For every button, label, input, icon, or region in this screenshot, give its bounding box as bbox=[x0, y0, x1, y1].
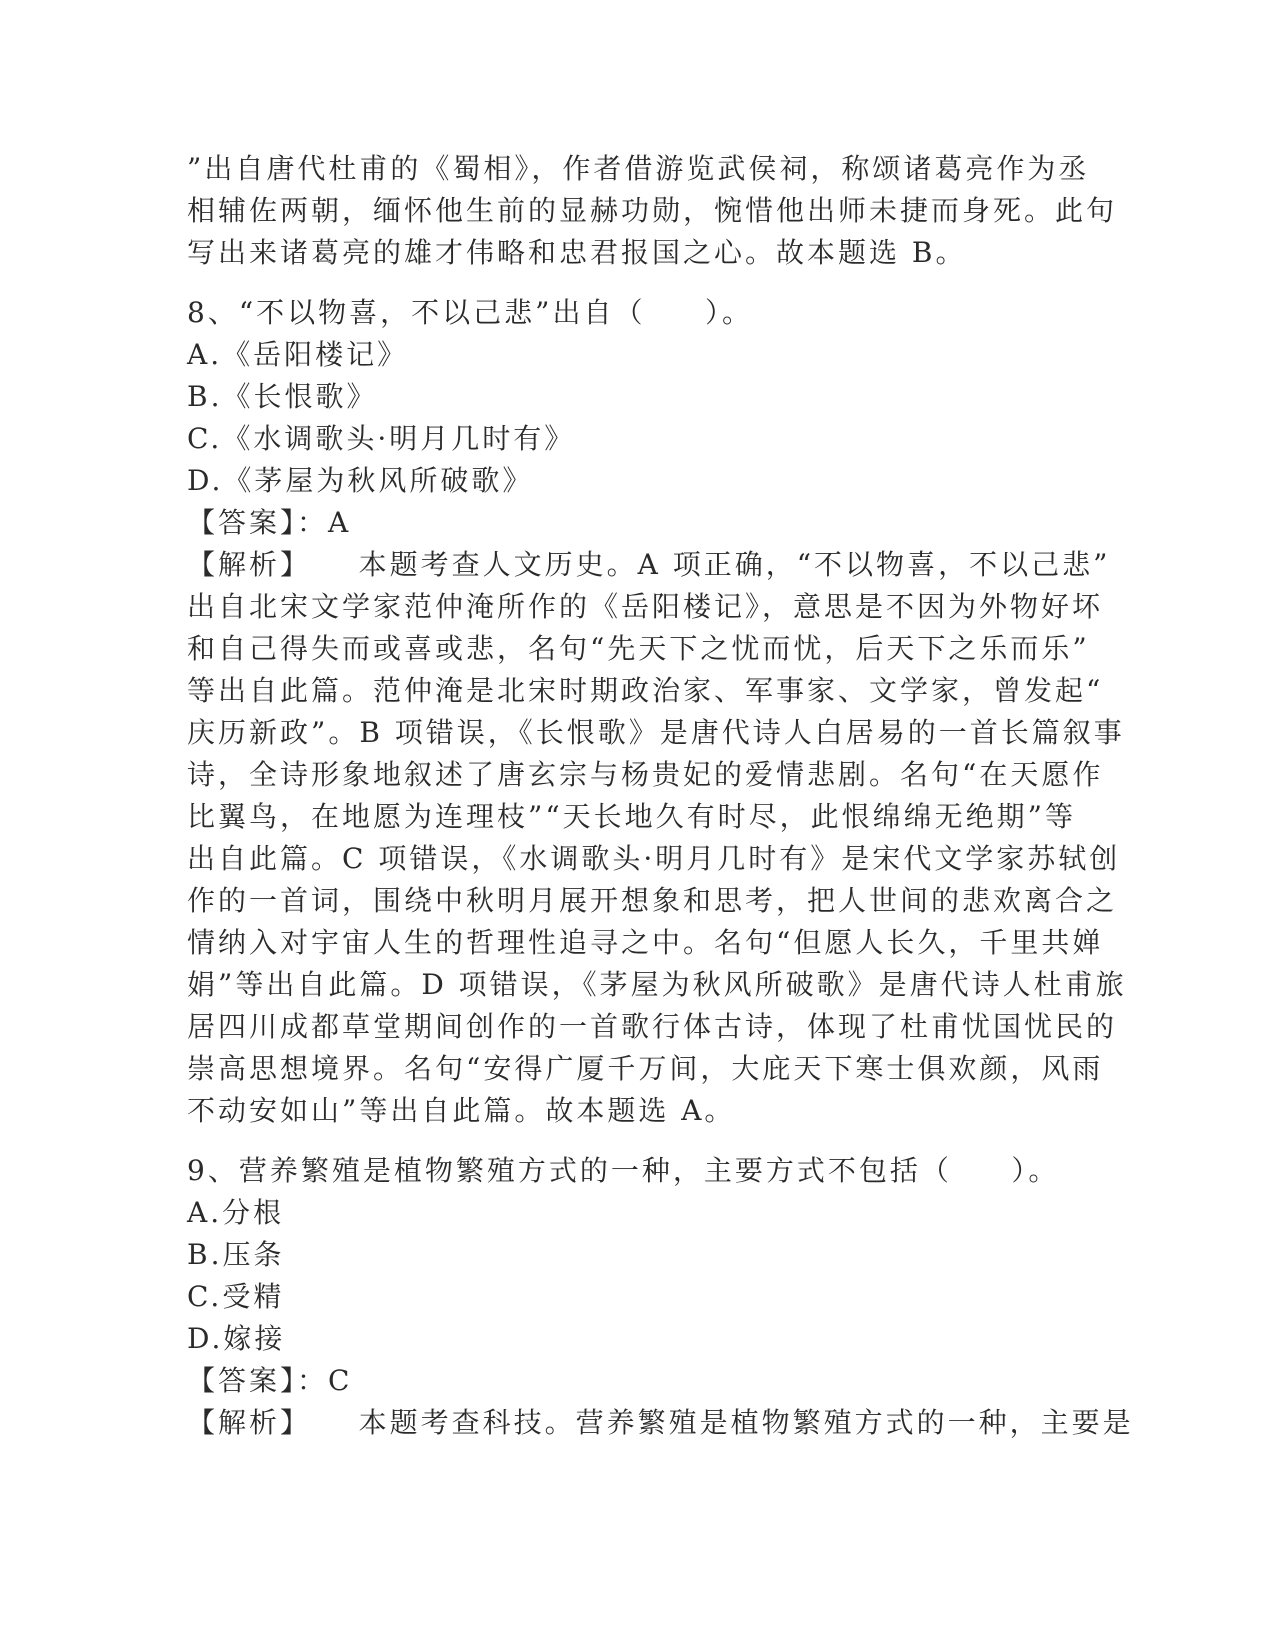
analysis-line: 出自北宋文学家范仲淹所作的《岳阳楼记》，意思是不因为外物好坏 bbox=[187, 590, 1104, 623]
question-stem: 8、“不以物喜，不以己悲”出自（ ）。 bbox=[187, 296, 753, 329]
option-b: B.压条 bbox=[187, 1238, 285, 1271]
analysis-text: 本题考查科技。营养繁殖是植物繁殖方式的一种，主要是 bbox=[358, 1406, 1134, 1439]
analysis-first-line bbox=[187, 1402, 1134, 1444]
question-8 bbox=[187, 292, 1127, 1132]
option-a: A.分根 bbox=[187, 1196, 285, 1229]
spacer bbox=[187, 1132, 1087, 1150]
analysis-line: 崇高思想境界。名句“安得广厦千万间，大庇天下寒士俱欢颜，风雨 bbox=[187, 1052, 1104, 1085]
text-line: ”出自唐代杜甫的《蜀相》，作者借游览武侯祠，称颂诸葛亮作为丞 bbox=[187, 152, 1090, 185]
text-line: 相辅佐两朝，缅怀他生前的显赫功勋，惋惜他出师未捷而身死。此句 bbox=[187, 194, 1118, 227]
option-c: C.《水调歌头·明月几时有》 bbox=[187, 422, 576, 455]
option-b: B.《长恨歌》 bbox=[187, 380, 378, 413]
analysis-line: 出自此篇。C 项错误，《水调歌头·明月几时有》是宋代文学家苏轼创 bbox=[187, 842, 1121, 875]
option-c: C.受精 bbox=[187, 1280, 285, 1313]
spacer bbox=[187, 274, 1087, 292]
document-body bbox=[187, 148, 1134, 1444]
analysis-first-line bbox=[187, 544, 1111, 586]
analysis-text: 本题考查人文历史。A 项正确，“不以物喜，不以己悲” bbox=[358, 548, 1111, 581]
analysis-line: 和自己得失而或喜或悲，名句“先天下之忧而忧，后天下之乐而乐” bbox=[187, 632, 1090, 665]
option-a: A.《岳阳楼记》 bbox=[187, 338, 409, 371]
analysis-label: 【解析】 bbox=[187, 1406, 312, 1439]
analysis-line: 比翼鸟，在地愿为连理枝”“天长地久有时尽，此恨绵绵无绝期”等 bbox=[187, 800, 1076, 833]
text-line: 写出来诸葛亮的雄才伟略和忠君报国之心。故本题选 B。 bbox=[187, 236, 967, 269]
analysis-line: 不动安如山”等出自此篇。故本题选 A。 bbox=[187, 1094, 736, 1127]
analysis-line: 娟”等出自此篇。D 项错误，《茅屋为秋风所破歌》是唐代诗人杜甫旅 bbox=[187, 968, 1127, 1001]
question-stem: 9、营养繁殖是植物繁殖方式的一种，主要方式不包括（ ）。 bbox=[187, 1154, 1060, 1187]
analysis-line: 等出自此篇。范仲淹是北宋时期政治家、军事家、文学家，曾发起“ bbox=[187, 674, 1104, 707]
answer-line: 【答案】：C bbox=[187, 1364, 353, 1397]
option-d: D.嫁接 bbox=[187, 1322, 286, 1355]
analysis-line: 居四川成都草堂期间创作的一首歌行体古诗，体现了杜甫忧国忧民的 bbox=[187, 1010, 1118, 1043]
analysis-line: 作的一首词，围绕中秋明月展开想象和思考，把人世间的悲欢离合之 bbox=[187, 884, 1118, 917]
analysis-line: 诗，全诗形象地叙述了唐玄宗与杨贵妃的爱情悲剧。名句“在天愿作 bbox=[187, 758, 1104, 791]
previous-analysis-continuation bbox=[187, 148, 1118, 274]
analysis-line: 情纳入对宇宙人生的哲理性追寻之中。名句“但愿人长久，千里共婵 bbox=[187, 926, 1104, 959]
answer-line: 【答案】：A bbox=[187, 506, 352, 539]
question-9 bbox=[187, 1150, 1134, 1444]
analysis-label: 【解析】 bbox=[187, 548, 312, 581]
option-d: D.《茅屋为秋风所破歌》 bbox=[187, 464, 534, 497]
analysis-line: 庆历新政”。B 项错误，《长恨歌》是唐代诗人白居易的一首长篇叙事 bbox=[187, 716, 1125, 749]
